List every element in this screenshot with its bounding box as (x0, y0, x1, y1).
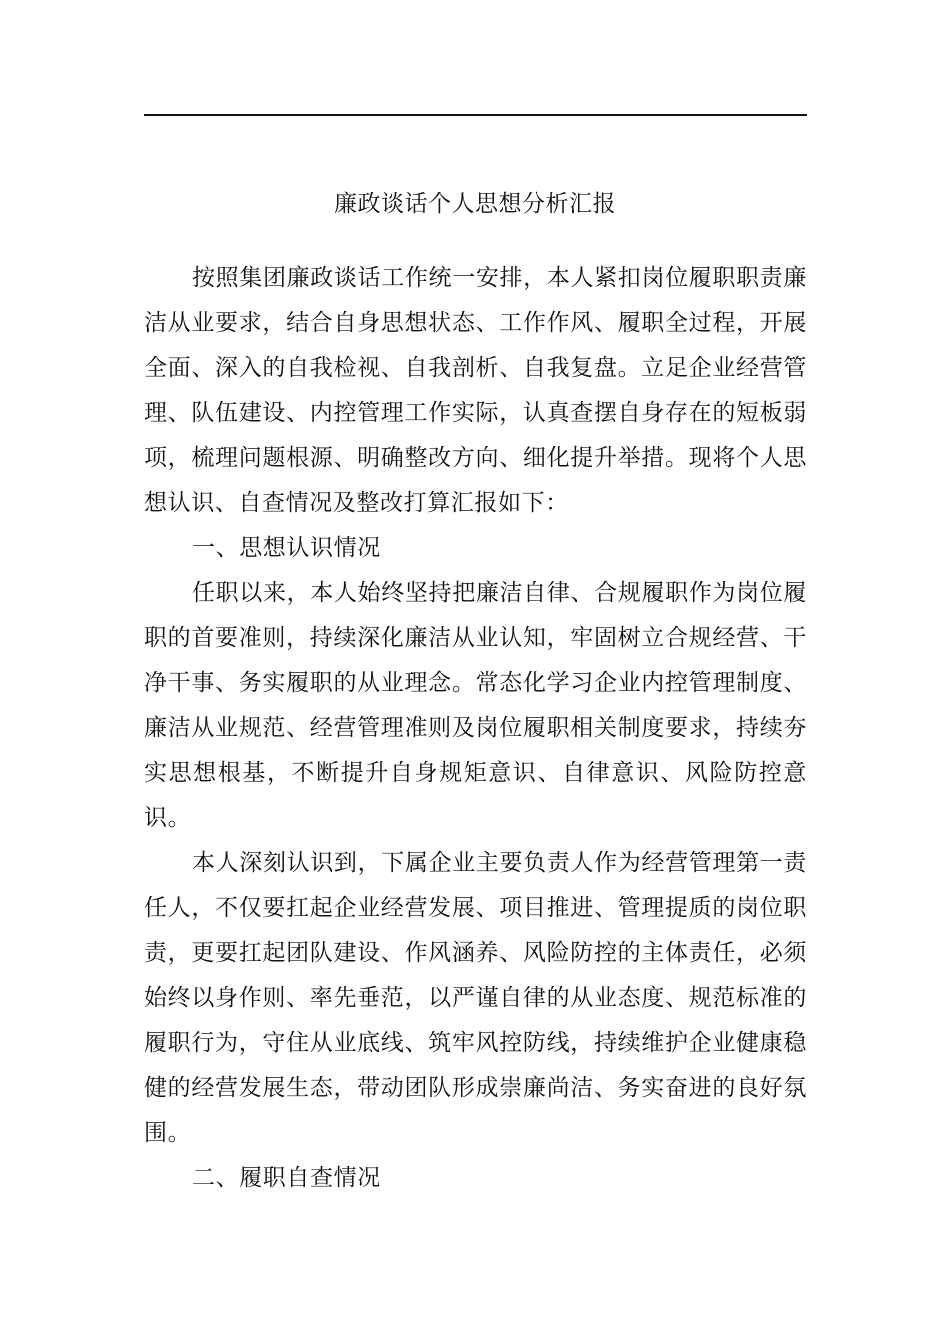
section1-paragraph-2: 本人深刻认识到，下属企业主要负责人作为经营管理第一责任人，不仅要扛起企业经营发展、项目推进、管理提质的岗位职责，更要扛起团队建设、作风涵养、风险防控的主体责任，必须始终以身作则、率先垂范，以严谨自律的从业态度、规范标准的履职行为，守住从业底线、筑牢风控防线，持续维护企业健康稳健的经营发展生态，带动团队形成崇廉尚洁、务实奋进的良好氛围。 (144, 850, 807, 1146)
section1-paragraph-1: 任职以来，本人始终坚持把廉洁自律、合规履职作为岗位履职的首要准则，持续深化廉洁从业认知，牢固树立合规经营、干净干事、务实履职的从业理念。常态化学习企业内控管理制度、廉洁从业规范、经营管理准则及岗位履职相关制度要求，持续夯实思想根基，不断提升自身规矩意识、自律意识、风险防控意识。 (144, 580, 807, 831)
section-heading-1: 一、思想认识情况 (192, 535, 381, 561)
document-body (144, 256, 807, 1201)
section-heading-2: 二、履职自查情况 (192, 1165, 381, 1191)
document-title: 廉政谈话个人思想分析汇报 (334, 191, 616, 217)
header-rule (144, 114, 807, 116)
intro-paragraph: 按照集团廉政谈话工作统一安排，本人紧扣岗位履职职责廉洁从业要求，结合自身思想状态、工作作风、履职全过程，开展全面、深入的自我检视、自我剖析、自我复盘。立足企业经营管理、队伍建设、内控管理工作实际，认真查摆自身存在的短板弱项，梳理问题根源、明确整改方向、细化提升举措。现将个人思想认识、自查情况及整改打算汇报如下： (144, 265, 807, 516)
